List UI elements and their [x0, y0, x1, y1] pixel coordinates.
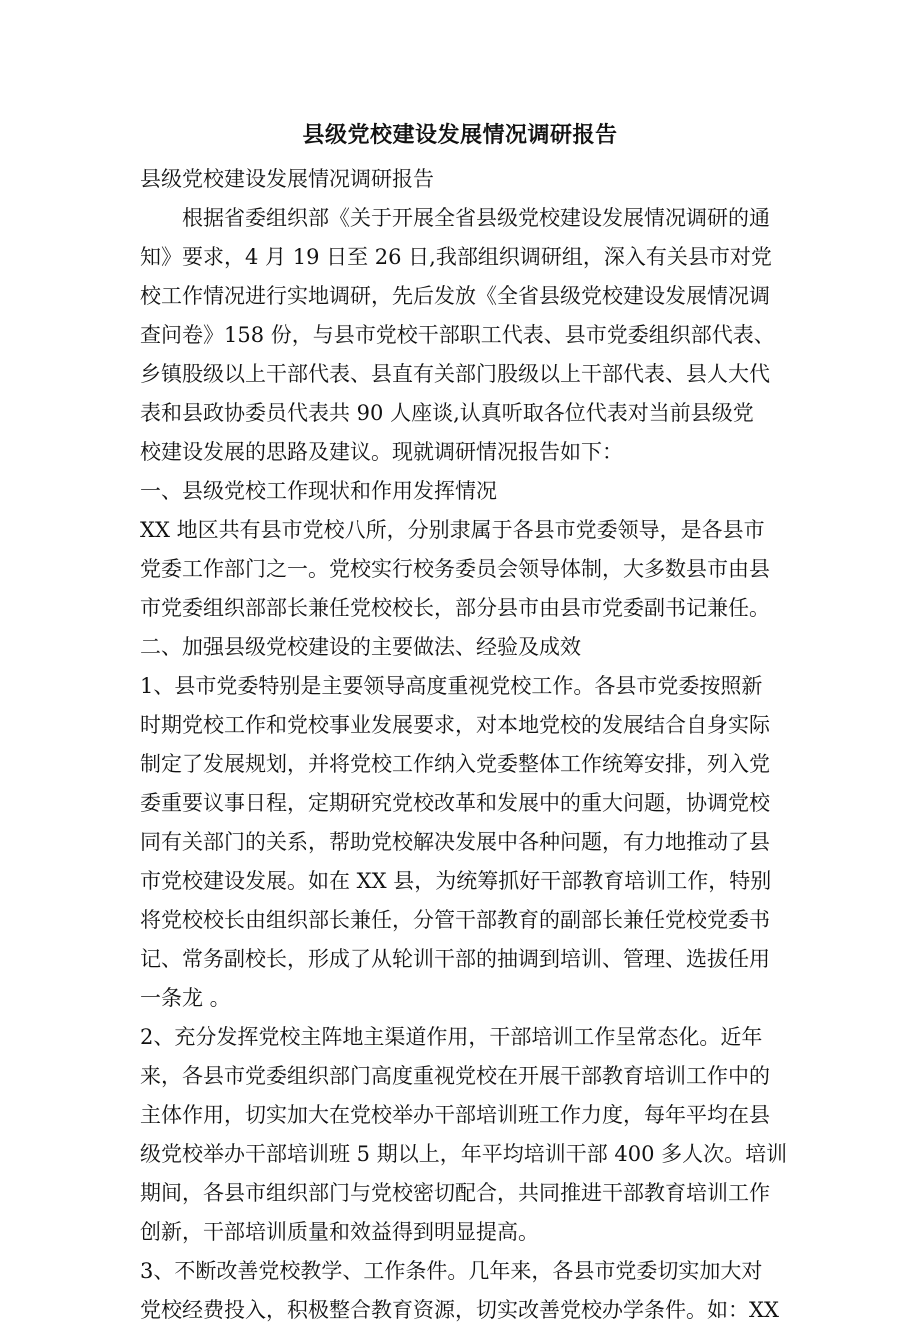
- paragraph-line: 党委工作部门之一。党校实行校务委员会领导体制，大多数县市由县: [140, 557, 770, 581]
- document-body: [140, 160, 800, 1330]
- paragraph-line: 级党校举办干部培训班 5 期以上，年平均培训干部 400 多人次。培训: [140, 1142, 788, 1166]
- paragraph-line: 将党校校长由组织部长兼任，分管干部教育的副部长兼任党校党委书: [140, 908, 770, 932]
- section-heading: 二、加强县级党校建设的主要做法、经验及成效: [140, 635, 581, 659]
- paragraph-line: 市党委组织部部长兼任党校校长，部分县市由县市党委副书记兼任。: [140, 596, 770, 620]
- paragraph-line: 乡镇股级以上干部代表、县直有关部门股级以上干部代表、县人大代: [140, 362, 770, 386]
- subtitle-line: 县级党校建设发展情况调研报告: [140, 167, 434, 191]
- paragraph-line: 时期党校工作和党校事业发展要求，对本地党校的发展结合自身实际: [140, 713, 770, 737]
- paragraph-line: 校工作情况进行实地调研，先后发放《全省县级党校建设发展情况调: [140, 284, 770, 308]
- paragraph-line: 主体作用，切实加大在党校举办干部培训班工作力度，每年平均在县: [140, 1103, 770, 1127]
- paragraph-line: 2、充分发挥党校主阵地主渠道作用，干部培训工作呈常态化。近年: [140, 1025, 763, 1049]
- paragraph-line: 来，各县市党委组织部门高度重视党校在开展干部教育培训工作中的: [140, 1064, 770, 1088]
- paragraph-line: 一条龙 。: [140, 986, 231, 1010]
- paragraph-line: 期间，各县市组织部门与党校密切配合，共同推进干部教育培训工作: [140, 1181, 770, 1205]
- paragraph-line: 根据省委组织部《关于开展全省县级党校建设发展情况调研的通: [182, 206, 770, 230]
- paragraph-line: XX 地区共有县市党校八所，分别隶属于各县市党委领导，是各县市: [140, 518, 765, 542]
- section-heading: 一、县级党校工作现状和作用发挥情况: [140, 479, 497, 503]
- paragraph-line: 知》要求，4 月 19 日至 26 日,我部组织调研组，深入有关县市对党: [140, 245, 772, 269]
- paragraph-line: 查问卷》158 份，与县市党校干部职工代表、县市党委组织部代表、: [140, 323, 775, 347]
- document-title: 县级党校建设发展情况调研报告: [302, 122, 618, 148]
- paragraph-line: 创新，干部培训质量和效益得到明显提高。: [140, 1220, 539, 1244]
- paragraph-line: 党校经费投入，积极整合教育资源，切实改善党校办学条件。如：XX: [140, 1298, 779, 1322]
- paragraph-line: 1、县市党委特别是主要领导高度重视党校工作。各县市党委按照新: [140, 674, 763, 698]
- paragraph-line: 制定了发展规划，并将党校工作纳入党委整体工作统筹安排，列入党: [140, 752, 770, 776]
- paragraph-line: 市党校建设发展。如在 XX 县，为统筹抓好干部教育培训工作，特别: [140, 869, 772, 893]
- paragraph-line: 同有关部门的关系，帮助党校解决发展中各种问题，有力地推动了县: [140, 830, 770, 854]
- paragraph-line: 委重要议事日程，定期研究党校改革和发展中的重大问题，协调党校: [140, 791, 770, 815]
- paragraph-line: 3、不断改善党校教学、工作条件。几年来，各县市党委切实加大对: [140, 1259, 763, 1283]
- paragraph-line: 记、常务副校长，形成了从轮训干部的抽调到培训、管理、选拔任用: [140, 947, 770, 971]
- paragraph-line: 校建设发展的思路及建议。现就调研情况报告如下：: [140, 440, 623, 464]
- paragraph-line: 表和县政协委员代表共 90 人座谈,认真听取各位代表对当前县级党: [140, 401, 754, 425]
